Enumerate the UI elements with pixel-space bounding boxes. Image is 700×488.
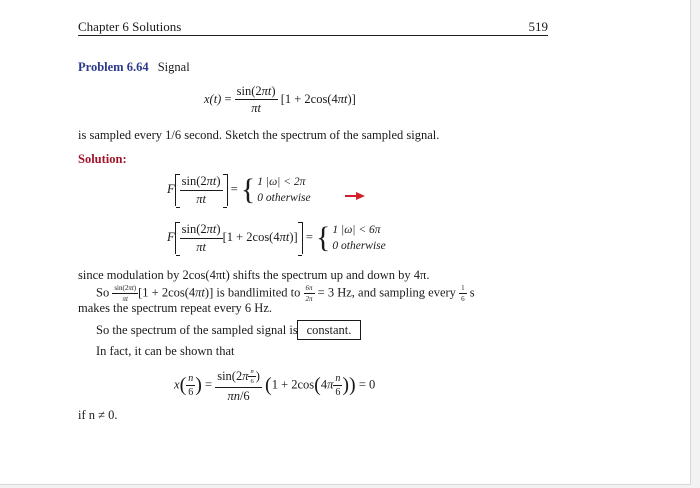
signal-equation: x(t) = $\frac{\sin(2\pi t)}{\pi t}$ [1 + 2cos(4πt)] (204, 84, 356, 116)
problem-heading (78, 60, 190, 75)
page-number: 519 (528, 19, 548, 34)
cases-2: { 1 |ω| < 6π 0 otherwise (316, 221, 386, 255)
red-arrow-icon (344, 191, 366, 201)
cases-1: { 1 |ω| < 2π 0 otherwise (240, 173, 311, 207)
boxed-answer: constant. (297, 320, 361, 340)
unit-s: s (469, 285, 475, 300)
sample-equation: x( $\frac{n}{6}$ ) = sin(2π $\frac{n}{6}$ ) πn/6 (1 + 2cos(4π $\frac{n}{6}$ )) = 0 (174, 368, 376, 403)
repeat-line: makes the spectrum repeat every 6 Hz. (78, 301, 273, 315)
cases-2-row-1: 1 |ω| < 6π (332, 224, 381, 236)
spectrum-line: So the spectrum of the sampled signal is (96, 323, 298, 337)
bandlimited-text: is bandlimited to (216, 285, 301, 300)
header-rule (78, 35, 548, 36)
cases-1-row-1: 1 |ω| < 2π (257, 176, 306, 188)
cases-1-row-2: 0 otherwise (257, 192, 311, 205)
fourier-equation-1: F $\frac{\sin(2\pi t)}{\pi t}$ = { 1 |ω| < 2π 0 otherwise (167, 173, 311, 207)
condition-line: if n ≠ 0. (78, 408, 118, 422)
modulation-line: since modulation by 2cos(4πt) shifts the spectrum up and down by 4π. (78, 268, 430, 282)
problem-name: Signal (157, 60, 190, 74)
rate-result: = 3 Hz, and sampling every (317, 285, 456, 300)
page-header (78, 19, 548, 39)
solution-label: Solution: (78, 152, 127, 166)
chapter-title: Chapter 6 Solutions (78, 19, 182, 34)
fourier-equation-2: F $\frac{\sin(2\pi t)}{\pi t}$ [1 + 2cos(4πt)] = { 1 |ω| < 6π 0 otherwise (167, 221, 386, 255)
problem-label: Problem 6.64 (78, 60, 149, 74)
problem-statement: is sampled every 1/6 second. Sketch the spectrum of the sampled signal. (78, 128, 440, 142)
cases-2-row-2: 0 otherwise (332, 240, 386, 253)
so-prefix: So (96, 285, 110, 300)
bandlimited-line: So $\frac{\sin(2\pi t)}{\pi t}$ [1 + 2cos(4πt)] is bandlimited to $\frac{6\pi}{2\pi}$ = 3 Hz, and sampling every $\frac{1}{6}$ s (96, 284, 475, 304)
in-fact-line: In fact, it can be shown that (96, 344, 235, 358)
